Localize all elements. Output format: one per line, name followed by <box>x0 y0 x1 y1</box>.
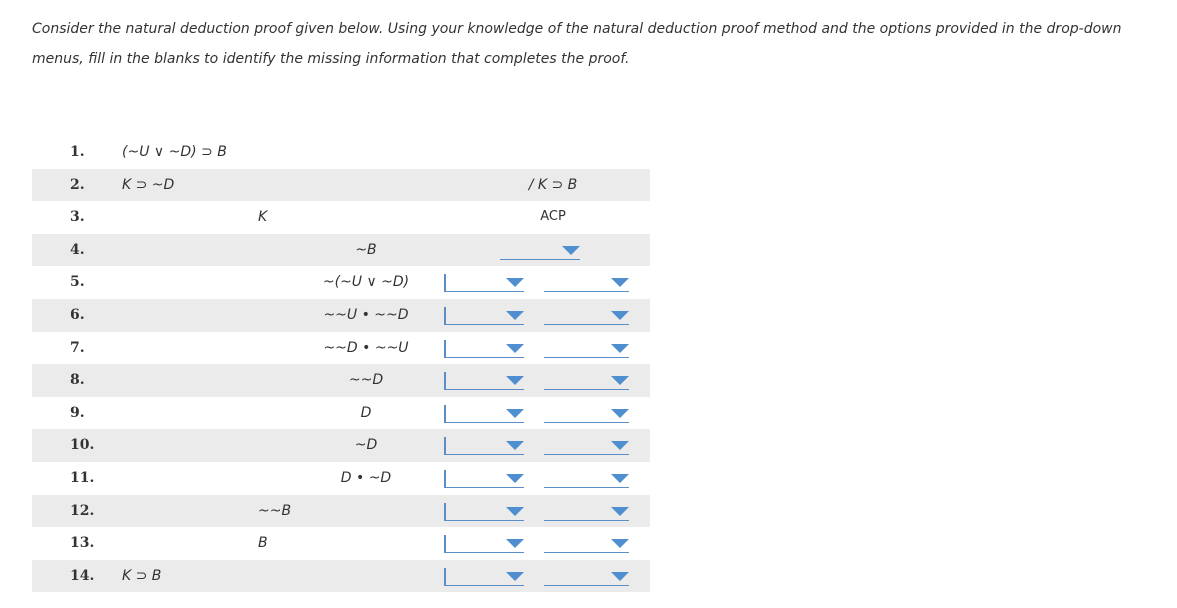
rule-dropdown[interactable] <box>544 371 629 390</box>
rule-dropdown[interactable] <box>544 436 629 455</box>
conclusion-formula: K ⊃ B <box>122 567 162 584</box>
dropdown-left-edge <box>444 568 446 585</box>
derived-formula: ~D <box>354 437 378 454</box>
caret-down-icon <box>562 246 580 255</box>
caret-down-icon <box>506 474 524 483</box>
proof-line-10 <box>32 429 650 462</box>
proof-line-2 <box>32 169 650 202</box>
line-number: 11. <box>70 469 95 486</box>
rule-dropdown[interactable] <box>544 567 629 586</box>
caret-down-icon <box>611 311 629 320</box>
dropdown-left-edge <box>444 535 446 552</box>
caret-down-icon <box>611 441 629 450</box>
rule-dropdown[interactable] <box>544 339 629 358</box>
acp-justification: ACP <box>540 209 566 225</box>
derived-formula: ~(~U ∨ ~D) <box>322 274 410 291</box>
line-reference-dropdown[interactable] <box>444 306 524 325</box>
proof-line-9 <box>32 397 650 430</box>
line-number: 14. <box>70 567 95 584</box>
dropdown-left-edge <box>444 405 446 422</box>
caret-down-icon <box>611 278 629 287</box>
line-number: 8. <box>70 372 85 389</box>
line-number: 5. <box>70 274 85 291</box>
justification-dropdown[interactable] <box>500 241 580 260</box>
line-number: 6. <box>70 306 85 323</box>
caret-down-icon <box>506 409 524 418</box>
derived-formula: D <box>360 404 372 421</box>
proof-line-5 <box>32 266 650 299</box>
assumption-formula: K <box>258 209 268 226</box>
caret-down-icon <box>506 376 524 385</box>
line-number: 2. <box>70 176 85 193</box>
proof-table <box>32 136 650 592</box>
proof-line-12 <box>32 495 650 528</box>
premise-formula: (~U ∨ ~D) ⊃ B <box>122 144 227 160</box>
caret-down-icon <box>506 572 524 581</box>
caret-down-icon <box>611 572 629 581</box>
derived-formula: ~~D <box>348 372 384 389</box>
derived-formula: ~~D • ~~U <box>323 339 409 356</box>
assumption-formula: ~B <box>355 241 377 258</box>
proof-line-8 <box>32 364 650 397</box>
line-reference-dropdown[interactable] <box>444 371 524 390</box>
dropdown-left-edge <box>444 372 446 389</box>
instructions-text: Consider the natural deduction proof given below. Using your knowledge of the natural deduction proof method and the options provided in the drop-down menus, fill in the blanks to identify the missing information that completes the proof. <box>32 21 1122 67</box>
conclusion-goal: / K ⊃ B <box>528 176 578 193</box>
derived-formula: B <box>258 535 268 552</box>
proof-line-4 <box>32 234 650 267</box>
rule-dropdown[interactable] <box>544 534 629 553</box>
caret-down-icon <box>506 278 524 287</box>
rule-dropdown[interactable] <box>544 404 629 423</box>
line-number: 4. <box>70 241 85 258</box>
dropdown-left-edge <box>444 274 446 291</box>
line-reference-dropdown[interactable] <box>444 502 524 521</box>
caret-down-icon <box>506 539 524 548</box>
proof-line-3 <box>32 201 650 234</box>
line-reference-dropdown[interactable] <box>444 339 524 358</box>
caret-down-icon <box>611 507 629 516</box>
line-reference-dropdown[interactable] <box>444 404 524 423</box>
rule-dropdown[interactable] <box>544 502 629 521</box>
caret-down-icon <box>506 311 524 320</box>
dropdown-left-edge <box>444 503 446 520</box>
line-number: 13. <box>70 535 95 552</box>
dropdown-left-edge <box>444 340 446 357</box>
line-reference-dropdown[interactable] <box>444 436 524 455</box>
rule-dropdown[interactable] <box>544 273 629 292</box>
dropdown-left-edge <box>444 307 446 324</box>
caret-down-icon <box>506 507 524 516</box>
proof-line-7 <box>32 332 650 365</box>
line-reference-dropdown[interactable] <box>444 273 524 292</box>
caret-down-icon <box>506 344 524 353</box>
caret-down-icon <box>611 474 629 483</box>
caret-down-icon <box>611 376 629 385</box>
rule-dropdown[interactable] <box>544 306 629 325</box>
rule-dropdown[interactable] <box>544 469 629 488</box>
proof-line-1 <box>32 136 650 169</box>
line-number: 9. <box>70 404 85 421</box>
line-number: 10. <box>70 437 95 454</box>
derived-formula: ~~U • ~~D <box>323 306 409 323</box>
dropdown-left-edge <box>444 470 446 487</box>
caret-down-icon <box>506 441 524 450</box>
line-number: 7. <box>70 339 85 356</box>
line-reference-dropdown[interactable] <box>444 534 524 553</box>
derived-formula: D • ~D <box>340 469 392 486</box>
premise-formula: K ⊃ ~D <box>122 176 175 193</box>
derived-formula: ~~B <box>258 502 292 519</box>
dropdown-left-edge <box>444 437 446 454</box>
line-number: 1. <box>70 144 85 160</box>
caret-down-icon <box>611 539 629 548</box>
proof-line-11 <box>32 462 650 495</box>
proof-line-13 <box>32 527 650 560</box>
line-reference-dropdown[interactable] <box>444 469 524 488</box>
caret-down-icon <box>611 409 629 418</box>
proof-line-6 <box>32 299 650 332</box>
caret-down-icon <box>611 344 629 353</box>
line-number: 12. <box>70 502 95 519</box>
proof-line-14 <box>32 560 650 593</box>
line-number: 3. <box>70 209 85 226</box>
line-reference-dropdown[interactable] <box>444 567 524 586</box>
